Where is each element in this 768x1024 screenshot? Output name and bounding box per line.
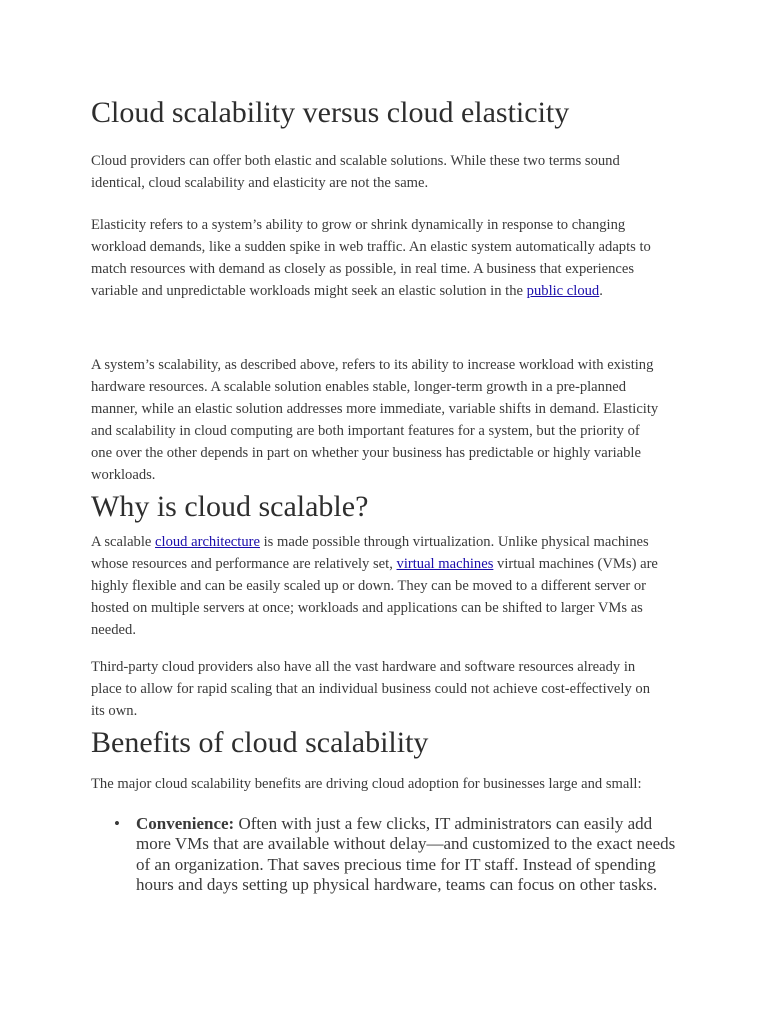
link-public-cloud[interactable]: public cloud — [526, 283, 600, 299]
bullet-term: Convenience: — [136, 814, 235, 833]
link-cloud-architecture[interactable]: cloud architecture — [155, 534, 260, 550]
bullet-icon: • — [114, 814, 120, 833]
paragraph — [91, 656, 650, 722]
text-line — [91, 678, 650, 700]
text-line — [91, 398, 658, 420]
text-line — [91, 442, 658, 464]
text-segment: its own. — [91, 703, 138, 719]
text-line — [91, 597, 658, 619]
text-segment: The major cloud scalability benefits are driving cloud adoption for businesses large and small: — [91, 776, 642, 792]
text-line — [91, 531, 658, 553]
text-line — [91, 376, 658, 398]
paragraph — [91, 531, 658, 641]
text-line — [91, 354, 658, 376]
text-segment: virtual machines (VMs) are — [493, 556, 658, 572]
text-line — [91, 773, 642, 795]
text-segment: variable and unpredictable workloads might seek an elastic solution in the — [91, 283, 527, 299]
paragraph — [91, 773, 642, 795]
text-segment: . — [599, 283, 603, 299]
text-segment: hardware resources. A scalable solution enables stable, longer-term growth in a pre-planned — [91, 379, 627, 395]
heading-benefits-of-cloud-scalability: Benefits of cloud scalability — [91, 726, 429, 759]
text-line — [91, 150, 620, 172]
text-segment: A scalable — [91, 534, 156, 550]
bullet-text: Often with just a few clicks, IT administrators can easily add — [234, 814, 653, 833]
bullet-text: more VMs that are available without delay—and customized to the exact needs — [136, 834, 676, 854]
list-item-convenience — [114, 814, 675, 895]
text-segment: workload demands, like a sudden spike in web traffic. An elastic system automatically adapts to — [91, 239, 651, 255]
text-segment: whose resources and performance are relatively set, — [91, 556, 397, 572]
benefits-list — [114, 814, 675, 895]
text-segment: A system’s scalability, as described above, refers to its ability to increase workload with existing — [91, 357, 654, 373]
text-line — [91, 172, 620, 194]
text-segment: is made possible through virtualization. Unlike physical machines — [259, 534, 649, 550]
text-line — [91, 619, 658, 641]
link-virtual-machines[interactable]: virtual machines — [396, 556, 494, 572]
text-segment: place to allow for rapid scaling that an individual business could not achieve cost-effectively on — [91, 681, 650, 697]
text-line — [91, 553, 658, 575]
text-segment: one over the other depends in part on whether your business has predictable or highly variable — [91, 445, 641, 461]
text-line — [91, 236, 651, 258]
text-segment: match resources with demand as closely as possible, in real time. A business that experiences — [91, 261, 635, 277]
text-line — [91, 656, 650, 678]
text-segment: Cloud providers can offer both elastic and scalable solutions. While these two terms sound — [91, 153, 620, 169]
text-line — [91, 700, 650, 722]
text-line — [91, 420, 658, 442]
paragraph — [91, 150, 620, 194]
heading-why-is-cloud-scalable: Why is cloud scalable? — [91, 490, 369, 523]
text-segment: Third-party cloud providers also have all the vast hardware and software resources already in — [91, 659, 636, 675]
text-line — [91, 464, 658, 486]
paragraph — [91, 214, 651, 302]
text-segment: needed. — [91, 622, 136, 638]
paragraph — [91, 354, 658, 486]
text-line — [91, 280, 651, 302]
text-segment: Elasticity refers to a system’s ability to grow or shrink dynamically in response to changing — [91, 217, 626, 233]
text-line — [91, 258, 651, 280]
heading-cloud-scalability-vs-elasticity: Cloud scalability versus cloud elasticity — [91, 96, 570, 129]
bullet-text: of an organization. That saves precious time for IT staff. Instead of spending — [136, 854, 656, 874]
text-segment: identical, cloud scalability and elasticity are not the same. — [91, 175, 429, 191]
text-line — [91, 575, 658, 597]
text-segment: highly flexible and can be easily scaled up or down. They can be moved to a different server or — [91, 578, 647, 594]
text-segment: hosted on multiple servers at once; workloads and applications can be shifted to larger VMs as — [91, 600, 643, 616]
text-segment: workloads. — [91, 467, 156, 483]
text-segment: manner, while an elastic solution addresses more immediate, variable shifts in demand. Elasticity — [91, 401, 659, 417]
text-line — [91, 214, 651, 236]
text-segment: and scalability in cloud computing are both important features for a system, but the priority of — [91, 423, 640, 439]
bullet-text: hours and days setting up physical hardware, teams can focus on other tasks. — [136, 874, 658, 894]
